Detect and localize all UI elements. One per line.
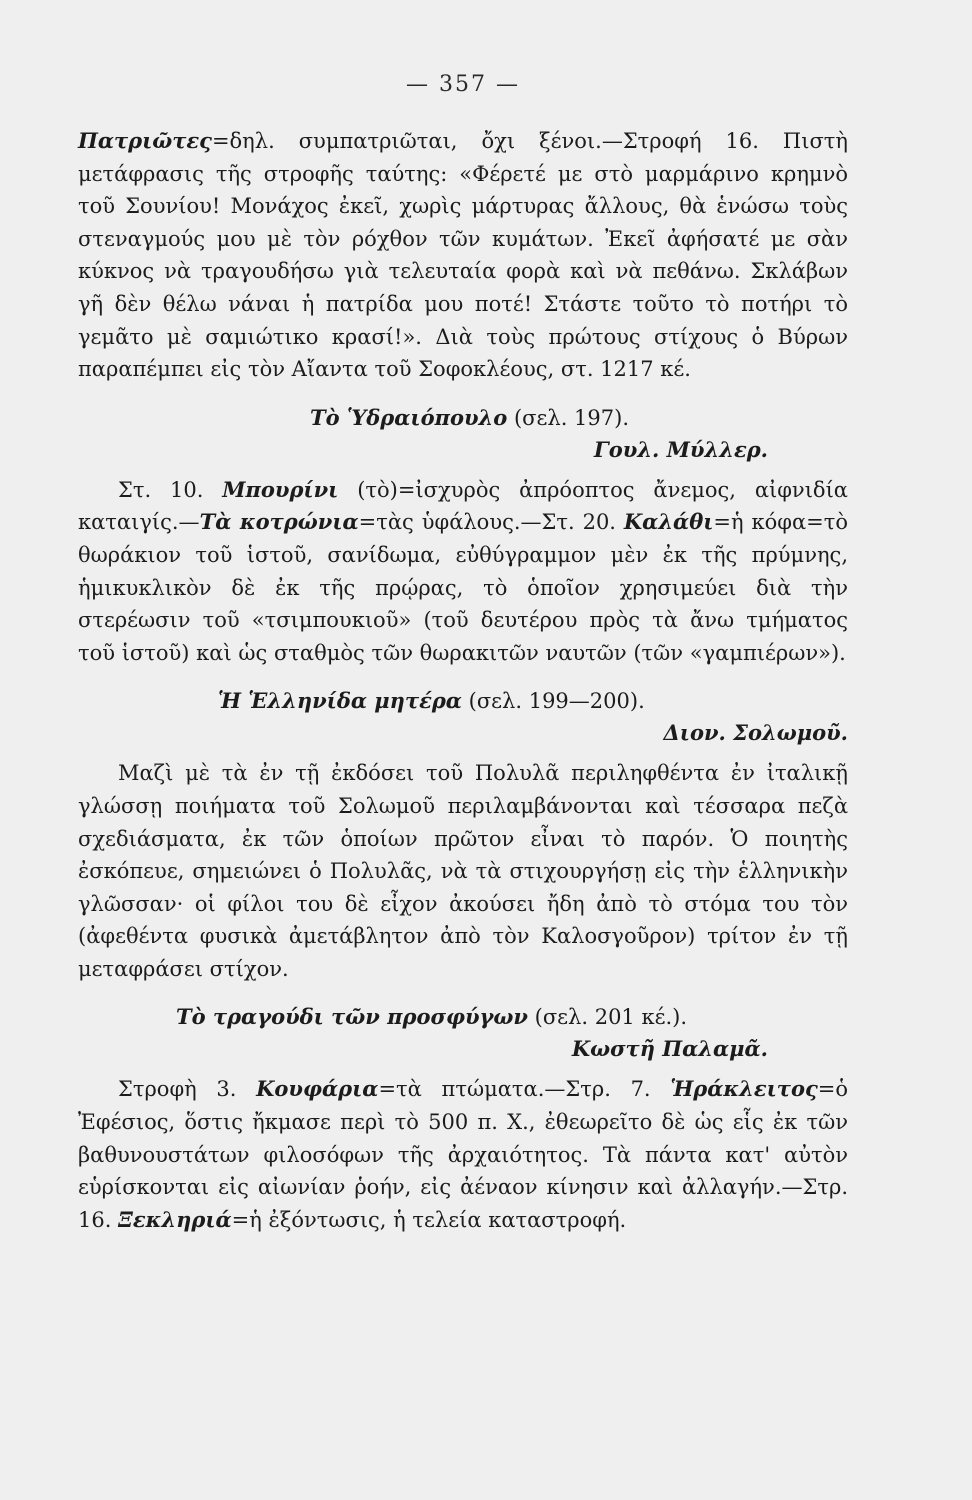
def-xekliria: =ἡ ἐξόντωσις, ἡ τελεία καταστροφή.: [231, 1207, 627, 1232]
heading-ref-ydraiopoulo: (σελ. 197).: [507, 405, 629, 430]
def-kalathi: =ἡ κόφα=τὸ θωράκιον τοῦ ἱστοῦ, σανίδωμα, εὐθύγραμμον μὲν ἐκ τῆς πρύμνης, ἡμικυκλικὸν δὲ ἐκ τῆς πρῴρας, τὸ ὁποῖον χρησιμεύει διὰ τὴν στερέωσιν τοῦ «τσιμπουκιοῦ» (τοῦ δευτέρου πρὸς τὰ ἄνω τμήματος τοῦ ἱστοῦ) καὶ ὡς σταθμὸς τῶν θωρακιτῶν ναυτῶν (τῶν «γαμπιέρων»).: [78, 510, 848, 665]
term-mpourini: Μπουρίνι: [222, 476, 339, 502]
def-koufaria: =τὰ πτώματα.—Στρ. 7.: [378, 1077, 671, 1102]
def-mpourini: (τὸ)=ἰσχυρὸς ἀπρόοπτος ἄνεμος, αἰφνιδία καταιγίς.—: [78, 477, 848, 535]
entry-prefix-strofi: Στροφὴ 3.: [118, 1077, 257, 1102]
term-koufaria: Κουφάρια: [256, 1076, 379, 1102]
heading-title-ellinida: Ἡ Ἑλληνίδα μητέρα: [218, 688, 462, 714]
author-palamas: Κωστῆ Παλαμᾶ.: [571, 1036, 768, 1062]
section-heading-ydraiopoulo: [78, 402, 848, 434]
section-heading-ellinida: [78, 685, 848, 717]
page-number: — 357 —: [406, 72, 520, 97]
document-page: [78, 72, 848, 1236]
term-kotronia: Τὰ κοτρώνια: [199, 509, 359, 535]
section-heading-prosfyges: [78, 1001, 848, 1033]
note-paragraph-ellinida: Μαζὶ μὲ τὰ ἐν τῇ ἐκδόσει τοῦ Πολυλᾶ περιληφθέντα ἐν ἰταλικῇ γλώσσῃ ποιήματα τοῦ Σολωμοῦ περιλαμβάνονται καὶ τέσσαρα πεζὰ σχεδιάσματα, ἐκ τῶν ὁποίων πρῶτον εἶναι τὸ παρόν. Ὁ ποιητὴς ἐσκόπευε, σημειώνει ὁ Πολυλᾶς, νὰ τὰ στιχουργήσῃ εἰς τὴν ἑλληνικὴν γλῶσσαν· οἱ φίλοι του δὲ εἶχον ἀκούσει ἤδη ἀπὸ τὸ στόμα του τὸν (ἀφεθέντα φυσικὰ ἀμετάβλητον ἀπὸ τὸν Καλοσγοῦρον) τρίτον ἐν τῇ μεταφράσει στίχον.: [78, 761, 848, 981]
author-muller: Γουλ. Μύλλερ.: [593, 436, 768, 462]
heading-title-prosfyges: Τὸ τραγούδι τῶν προσφύγων: [176, 1004, 528, 1030]
heading-ref-ellinida: (σελ. 199—200).: [461, 689, 645, 714]
def-kotronia: =τὰς ὑφάλους.—Στ. 20.: [358, 510, 624, 535]
term-patriotes: Πατριῶτες: [78, 128, 212, 153]
heading-title-ydraiopoulo: Τὸ Ὑδραιόπουλο: [310, 404, 508, 430]
def-irakleitos: =ὁ Ἐφέσιος, ὅστις ἤκμασε περὶ τὸ 500 π. Χ., ἐθεωρεῖτο δὲ ὡς εἷς ἐκ τῶν βαθυνουστάτων φιλοσόφων τῆς ἀρχαιότητος. Τὰ πάντα κατ' αὐτὸν εὑρίσκονται εἰς αἰωνίαν ῥοήν, εἰς ἀέναον κίνησιν καὶ ἀλλαγήν.—Στρ. 16.: [78, 1077, 848, 1232]
term-irakleitos: Ἡράκλειτος: [670, 1076, 818, 1102]
entry-prefix: Στ. 10.: [118, 477, 223, 502]
heading-ref-prosfyges: (σελ. 201 κέ.).: [527, 1005, 688, 1030]
note-text-patriotes: =δηλ. συμπατριῶται, ὄχι ξένοι.—Στροφή 16. Πιστὴ μετάφρασις τῆς στροφῆς ταύτης: «Φέρετέ με στὸ μαρμάρινο κρημνὸ τοῦ Σουνίου! Μονάχος ἐκεῖ, χωρὶς μάρτυρας ἄλλους, θὰ ἑνώσω τοὺς στεναγμούς μου μὲ τὸν ρόχθον τῶν κυμάτων. Ἐκεῖ ἀφήσατέ με σὰν κύκνος νὰ τραγουδήσω γιὰ τελευταία φορὰ καὶ νὰ πεθάνω. Σκλάβων γῆ δὲν θέλω νάναι ἡ πατρίδα μου ποτέ! Στάστε τοῦτο τὸ ποτήρι τὸ γεμᾶτο μὲ σαμιώτικο κρασί!». Διὰ τοὺς πρώτους στίχους ὁ Βύρων παραπέμπει εἰς τὸν Αἴαντα τοῦ Σοφοκλέους, στ. 1217 κέ.: [78, 129, 848, 382]
note-paragraph-prosfyges: [78, 1073, 848, 1236]
note-paragraph-patriotes: [78, 125, 848, 386]
author-solomos: Διον. Σολωμοῦ.: [663, 720, 848, 746]
term-xekliria: Ξεκληριά: [118, 1206, 232, 1232]
term-kalathi: Καλάθι: [623, 509, 714, 535]
note-paragraph-ydraiopoulo: [78, 474, 848, 670]
